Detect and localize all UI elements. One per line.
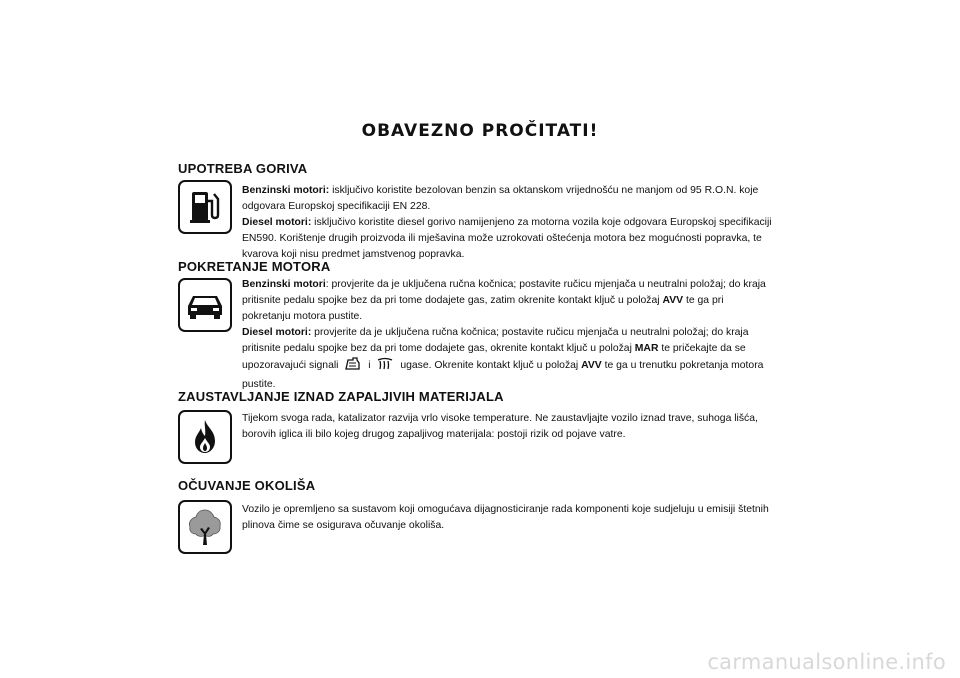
watermark: carmanualsonline.info: [707, 650, 946, 674]
diesel-text-off: ugase. Okrenite kontakt ključ u položaj: [397, 360, 582, 371]
section-heading-start: POKRETANJE MOTORA: [178, 259, 331, 274]
petrol-text: : provjerite da je uključena ručna kočnica; postavite ručicu mjenjača u neutralni položaj; do kraja pritisnite pedalu spojke bez da pri tome dodajete gas, zatim okrenite kontakt ključ u položaj: [242, 279, 766, 306]
diesel-label: Diesel motori:: [242, 327, 312, 338]
section-heading-fuel: UPOTREBA GORIVA: [178, 161, 308, 176]
warning-light-icon: [344, 357, 362, 377]
key-position-avv: AVV: [662, 295, 684, 306]
glow-plug-icon: [376, 357, 394, 377]
petrol-text: isključivo koristite bezolovan benzin sa oktanskom vrijednošću ne manjom od 95 R.O.N. koje odgovara Europskoj specifikaciji EN 228.: [242, 185, 759, 212]
petrol-label: Benzinski motori: [242, 279, 326, 290]
fuel-text: [242, 183, 772, 263]
diesel-and: i: [365, 360, 374, 371]
section-heading-parking: ZAUSTAVLJANJE IZNAD ZAPALJIVIH MATERIJALA: [178, 389, 504, 404]
fuel-pump-icon: [178, 180, 232, 234]
diesel-label: Diesel motori:: [242, 217, 312, 228]
tree-icon: [178, 500, 232, 554]
diesel-text-wait: te pričekajte da se upozoravajući signali: [242, 343, 746, 371]
section-heading-environment: OČUVANJE OKOLIŠA: [178, 478, 316, 493]
environment-text: Vozilo je opremljeno sa sustavom koji omogućava dijagnosticiranje rada komponenti koje sudjeluju u emisiji štetnih plinova čime se osigurava očuvanje okoliša.: [242, 504, 769, 531]
petrol-label: Benzinski motori:: [242, 185, 330, 196]
parking-text: Tijekom svoga rada, katalizator razvija vrlo visoke temperature. Ne zaustavljajte vozilo iznad trave, suhoga lišća, borovih iglica ili bilo kojeg drugog zapaljivog materijala: postoji rizik od pojave vatre.: [242, 413, 758, 440]
flame-icon: [178, 410, 232, 464]
petrol-text-end: te ga pri pokretanju motora pustite.: [242, 295, 724, 322]
car-icon: [178, 278, 232, 332]
start-text: [242, 277, 772, 393]
diesel-text-end: te ga u trenutku pokretanja motora pustite.: [242, 360, 764, 390]
page-title: OBAVEZNO PROČITATI!: [361, 121, 599, 141]
diesel-text: isključivo koristite diesel gorivo namijenjeno za motorna vozila koje odgovara Europskoj specifikaciji EN590. Korištenje drugih proizvoda ili mješavina može uzrokovati oštećenja motora bez mogućnosti popravka, te kvarova koji nisu predmet jamstvenog popravka.: [242, 217, 772, 260]
key-position-avv: AVV: [581, 360, 602, 371]
diesel-text: provjerite da je uključena ručna kočnica; postavite ručicu mjenjača u neutralni položaj; do kraja pritisnite pedalu spojke bez da pri tome dodajete gas, okrenite kontakt ključ u položaj: [242, 327, 749, 354]
key-position-mar: MAR: [634, 343, 659, 354]
